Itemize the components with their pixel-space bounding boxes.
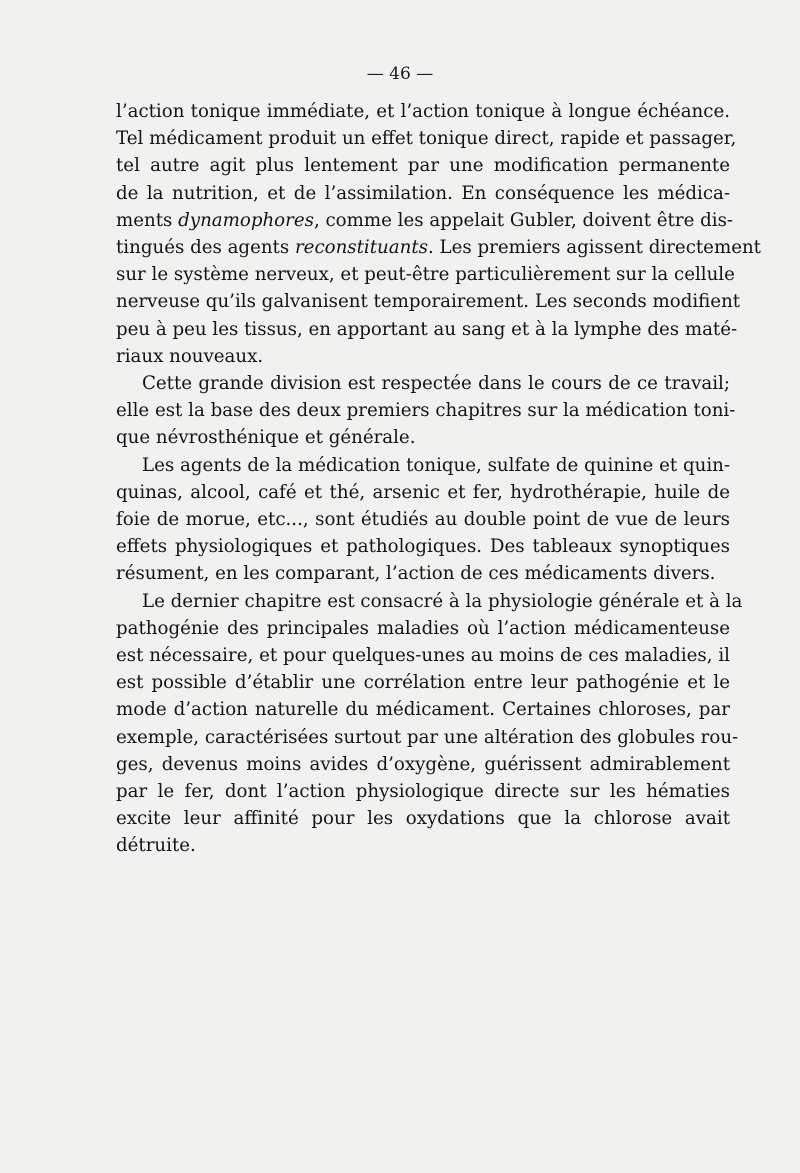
text-line: tel autre agit plus lentement par une modification permanente [116,155,730,177]
text-line: foie de morue, etc..., sont étudiés au double point de vue de leurs [116,509,730,531]
text-line: riaux nouveaux. [116,345,264,367]
text-line: tingués des agents reconstituants. Les premiers agissent directement [116,237,761,259]
text-line: Les agents de la médication tonique, sulfate de quinine et quin- [142,454,730,476]
text-line: mode d’action naturelle du médicament. Certaines chloroses, par [116,699,730,721]
text-line: Cette grande division est respectée dans le cours de ce travail; [142,373,730,395]
text-line: pathogénie des principales maladies où l’action médicamenteuse [116,617,730,639]
text-line: effets physiologiques et pathologiques. Des tableaux synoptiques [116,536,730,558]
text-line: de la nutrition, et de l’assimilation. En conséquence les médica- [116,182,730,204]
text-line: ments dynamophores, comme les appelait Gubler, doivent être dis- [116,209,734,231]
text-line: peu à peu les tissus, en apportant au sang et à la lymphe des maté- [116,318,738,340]
text-line: excite leur affinité pour les oxydations que la chlorose avait [116,808,730,830]
text-line: nerveuse qu’ils galvanisent temporairement. Les seconds modifient [116,291,741,313]
body-text [116,98,761,860]
text-line: détruite. [116,835,196,857]
text-line: elle est la base des deux premiers chapitres sur la médication toni- [116,400,736,422]
text-line: est possible d’établir une corrélation entre leur pathogénie et le [116,672,730,694]
text-line: résument, en les comparant, l’action de ces médicaments divers. [116,563,716,585]
show-through-bleed [110,840,750,1040]
paragraph-4 [116,588,743,860]
text-line: est nécessaire, et pour quelques-unes au moins de ces maladies, il [116,645,730,667]
text-line: que névrosthénique et générale. [116,427,416,449]
paragraph-3 [116,452,730,588]
text-line: sur le système nerveux, et peut-être particulièrement sur la cellule [116,264,735,286]
paragraph-2 [116,370,736,452]
text-line: Le dernier chapitre est consacré à la physiologie générale et à la [142,590,743,612]
text-line: l’action tonique immédiate, et l’action tonique à longue échéance. [116,101,730,122]
text-line: par le fer, dont l’action physiologique directe sur les hématies [116,781,730,803]
paragraph-1 [116,98,761,370]
text-line: ges, devenus moins avides d’oxygène, guérissent admirablement [116,753,730,775]
text-line: exemple, caractérisées surtout par une altération des globules rou- [116,726,739,748]
text-line: Tel médicament produit un effet tonique direct, rapide et passager, [116,128,737,150]
text-line: quinas, alcool, café et thé, arsenic et fer, hydrothérapie, huile de [116,481,730,503]
page-number: — 46 — [366,64,434,84]
